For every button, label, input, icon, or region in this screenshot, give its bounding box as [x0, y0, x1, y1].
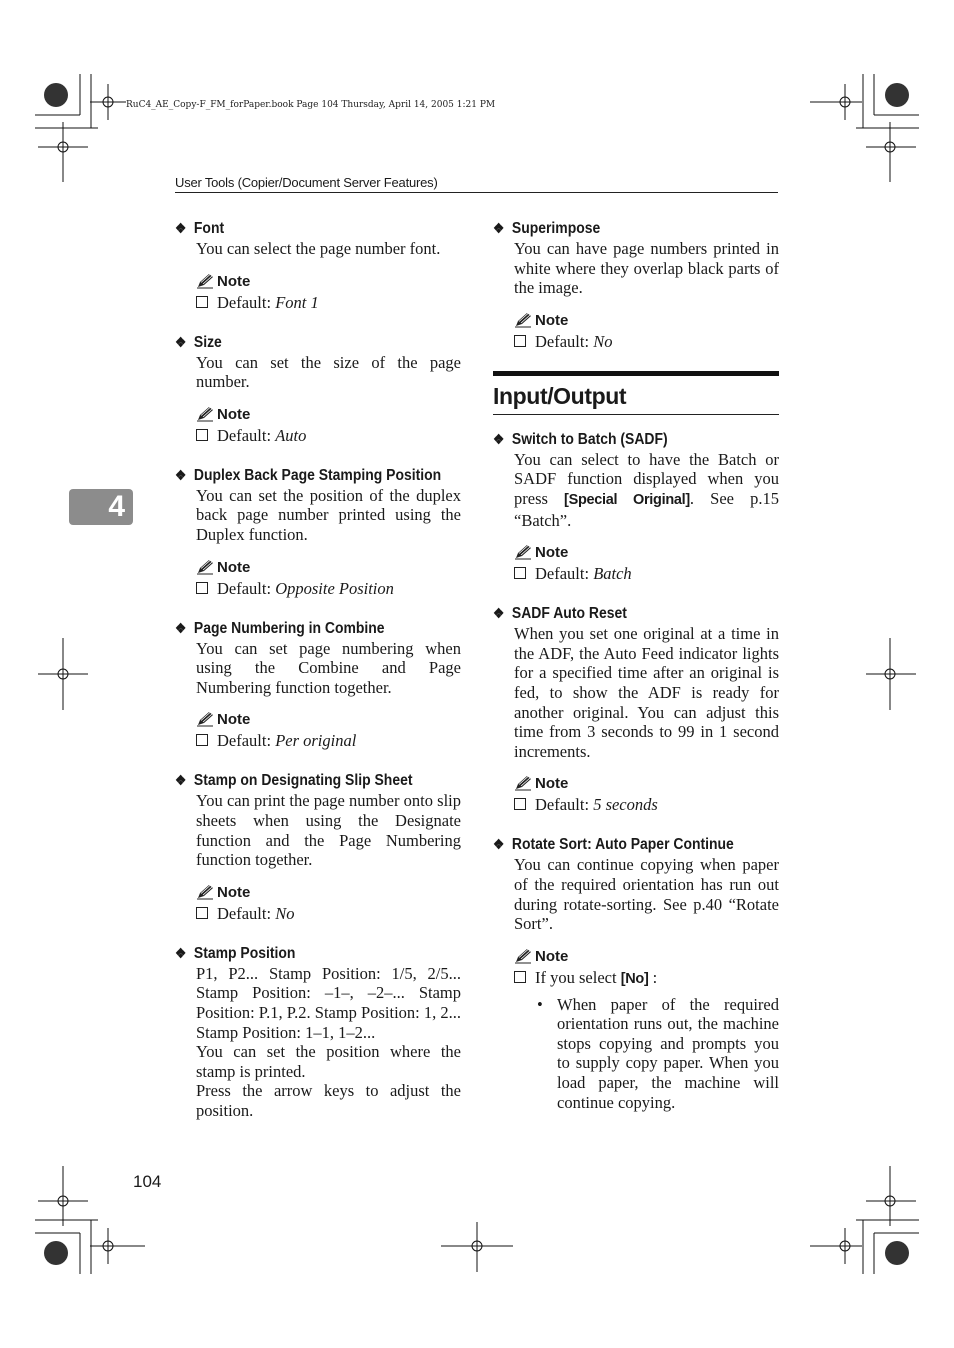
- item-title: Duplex Back Page Stamping Position: [193, 466, 442, 484]
- note-label: Note: [535, 544, 569, 562]
- crop-mark-bottom-left: [35, 1166, 145, 1274]
- no-key: [No]: [620, 970, 649, 987]
- diamond-bullet-icon: ❖: [175, 944, 187, 961]
- bullet-text: When paper of the required orientation runs out, the machine stops copying and prompts you to supply copy paper. When you load paper, the machine will continue copying.: [557, 994, 779, 1112]
- default-value: Batch: [593, 564, 632, 584]
- pencil-note-icon: [514, 312, 532, 328]
- pencil-note-icon: [196, 884, 214, 900]
- pencil-note-icon: [514, 948, 532, 964]
- item-body: You can set page numbering when using the Combine and Page Numbering function together.: [196, 638, 461, 697]
- pencil-note-icon: [514, 775, 532, 791]
- item-title: Stamp Position: [193, 944, 296, 962]
- item-body: You can print the page number onto slip sheets when using the Designate function and the Page Numbering function together.: [196, 791, 461, 870]
- diamond-bullet-icon: ❖: [493, 605, 505, 622]
- page-number: 104: [133, 1172, 162, 1191]
- crop-mark-mid-left: [38, 638, 88, 710]
- crop-mark-bottom-right: [810, 1166, 919, 1274]
- diamond-bullet-icon: ❖: [175, 619, 187, 636]
- crop-mark-top-right: [810, 74, 919, 182]
- body-text: You can select to have the Batch or SADF function displayed when you press: [514, 449, 779, 508]
- item-switch-to-batch: [493, 429, 779, 585]
- item-body: You can set the size of the page number.: [196, 352, 461, 392]
- item-body: You can set the position of the duplex back page number printed using the Duplex function.: [196, 485, 461, 544]
- default-prefix: Default:: [217, 903, 276, 923]
- item-title: Page Numbering in Combine: [193, 619, 385, 637]
- default-prefix: Default:: [535, 331, 594, 351]
- item-title: Rotate Sort: Auto Paper Continue: [511, 836, 734, 854]
- item-body: When you set one original at a time in the ADF, the Auto Feed indicator lights for a specified time after an original is fed, to show the ADF is ready for another original. You can adjust this time from 3 seconds to 99 in 1 second increments.: [514, 624, 779, 761]
- diamond-bullet-icon: ❖: [175, 466, 187, 483]
- item-size: [175, 332, 461, 447]
- default-prefix: Default:: [217, 292, 276, 312]
- checkbox-icon: [514, 971, 526, 983]
- item-body-2: You can set the position where the stamp is printed.: [196, 1042, 461, 1081]
- list-item: [535, 995, 779, 1113]
- crop-mark-top-left: [35, 74, 126, 182]
- pencil-note-icon: [514, 544, 532, 560]
- diamond-bullet-icon: ❖: [493, 430, 505, 447]
- header-rule: [175, 192, 778, 193]
- body-text-end: . See p.15 “Batch”.: [514, 488, 779, 530]
- item-title: Switch to Batch (SADF): [511, 430, 668, 448]
- default-value: No: [275, 903, 295, 923]
- note: [514, 543, 779, 585]
- pencil-note-icon: [196, 711, 214, 727]
- item-page-numbering-combine: [175, 618, 461, 753]
- left-column: [175, 218, 461, 1138]
- note: [196, 558, 461, 600]
- default-prefix: Default:: [217, 731, 276, 751]
- pencil-note-icon: [196, 406, 214, 422]
- diamond-bullet-icon: ❖: [175, 333, 187, 350]
- section-title: Input/Output: [493, 382, 627, 409]
- note: [196, 405, 461, 447]
- note: [196, 710, 461, 752]
- item-sadf-auto-reset: [493, 603, 779, 816]
- chapter-tab: 4: [69, 489, 133, 525]
- default-prefix: Default:: [217, 578, 276, 598]
- item-body: [514, 450, 779, 530]
- condition-prefix: If you select: [535, 967, 621, 987]
- default-value: Font 1: [275, 292, 319, 312]
- default-value: No: [593, 331, 613, 351]
- default-value: Auto: [275, 425, 307, 445]
- checkbox-icon: [196, 907, 208, 919]
- running-header: User Tools (Copier/Document Server Features): [175, 175, 438, 190]
- pencil-note-icon: [196, 559, 214, 575]
- checkbox-icon: [514, 335, 526, 347]
- default-value: 5 seconds: [593, 795, 658, 815]
- bullet-dot-icon: •: [537, 994, 543, 1014]
- checkbox-icon: [514, 798, 526, 810]
- note: [196, 272, 461, 314]
- item-title: Superimpose: [511, 220, 601, 237]
- item-stamp-slip-sheet: [175, 770, 461, 924]
- diamond-bullet-icon: ❖: [493, 836, 505, 853]
- note: [196, 883, 461, 925]
- item-title: Size: [193, 333, 222, 351]
- default-value: Per original: [275, 731, 357, 751]
- item-font: [175, 218, 461, 314]
- special-original-key: [Special Original]: [564, 491, 690, 508]
- checkbox-icon: [196, 734, 208, 746]
- right-column: [493, 218, 779, 1130]
- diamond-bullet-icon: ❖: [493, 220, 505, 236]
- item-body: You can have page numbers printed in white where they overlap black parts of the image.: [514, 239, 779, 298]
- item-body: P1, P2... Stamp Position: 1/5, 2/5... Stamp Position: –1–, –2–... Stamp Position: P.1, P.2. Stamp Position: 1, 2... Stamp Position: 1–1, 1–2...: [196, 963, 461, 1042]
- default-prefix: Default:: [535, 795, 594, 815]
- note-label: Note: [217, 558, 251, 576]
- item-stamp-position: [175, 943, 461, 1121]
- note-label: Note: [217, 405, 251, 423]
- item-title: SADF Auto Reset: [511, 605, 627, 623]
- item-body: You can select the page number font.: [196, 239, 441, 258]
- item-body: You can continue copying when paper of the required orientation has run out during rotate-sorting. See p.40 “Rotate Sort”.: [514, 855, 779, 934]
- diamond-bullet-icon: ❖: [175, 772, 187, 789]
- checkbox-icon: [196, 296, 208, 308]
- note-label: Note: [535, 311, 569, 329]
- note-label: Note: [535, 775, 569, 793]
- item-rotate-sort: [493, 834, 779, 1112]
- item-title: Font: [193, 220, 225, 237]
- item-duplex-back-page: [175, 465, 461, 600]
- crop-mark-bottom-center: [441, 1222, 513, 1272]
- crop-mark-mid-right: [866, 638, 916, 710]
- file-info: RuC4_AE_Copy-F_FM_forPaper.book Page 104 Thursday, April 14, 2005 1:21 PM: [126, 100, 496, 110]
- note-label: Note: [535, 947, 569, 965]
- diamond-bullet-icon: ❖: [175, 220, 187, 236]
- note-label: Note: [217, 711, 251, 729]
- default-value: Opposite Position: [275, 578, 394, 598]
- item-superimpose: [493, 218, 779, 353]
- note: [514, 311, 779, 353]
- note: [514, 774, 779, 816]
- item-title: Stamp on Designating Slip Sheet: [193, 772, 413, 790]
- pencil-note-icon: [196, 273, 214, 289]
- checkbox-icon: [196, 429, 208, 441]
- note: [514, 947, 779, 990]
- default-prefix: Default:: [217, 425, 276, 445]
- item-body-3: Press the arrow keys to adjust the position.: [196, 1081, 461, 1120]
- note-label: Note: [217, 883, 251, 901]
- checkbox-icon: [196, 582, 208, 594]
- checkbox-icon: [514, 567, 526, 579]
- condition-suffix: :: [648, 967, 658, 987]
- default-prefix: Default:: [535, 564, 594, 584]
- note-label: Note: [217, 272, 251, 290]
